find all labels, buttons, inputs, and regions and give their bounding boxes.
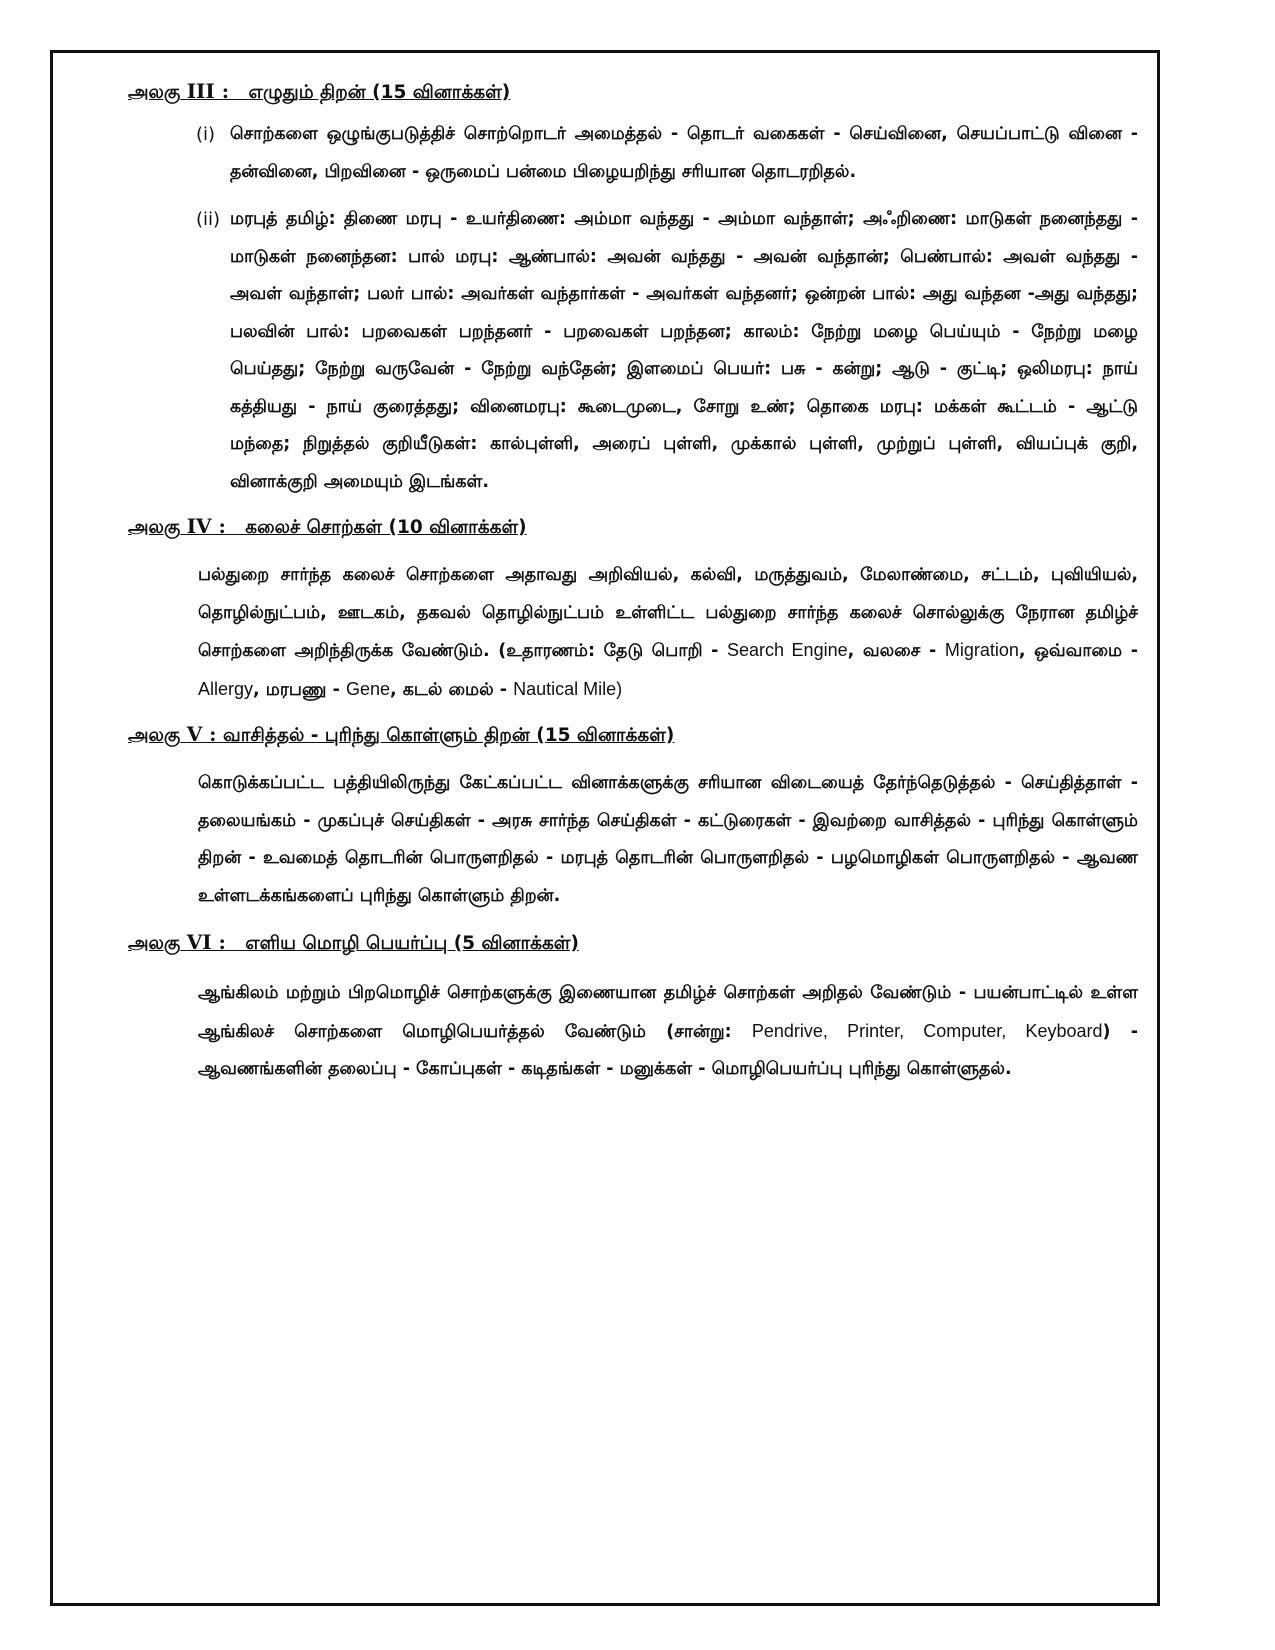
unit-v-section [128,719,1138,915]
item-number: (ii) [196,209,221,230]
unit-iii-section [128,76,1138,501]
unit-v-paragraph: கொடுக்கப்பட்ட பத்தியிலிருந்து கேட்கப்பட்ட வினாக்களுக்கு சரியான விடையைத் தேர்ந்தெடுத்தல் - செய்தித்தாள் - தலையங்கம் - முகப்புச் செய்திகள் - அரசு சார்ந்த செய்திகள் - கட்டுரைகள் - இவற்றை வாசித்தல் - புரிந்து கொள்ளும் திறன் - உவமைத் தொடரின் பொருளறிதல் - மரபுத் தொடரின் பொருளறிதல் - பழமொழிகள் பொருளறிதல் - ஆவண உள்ளடக்கங்களைப் புரிந்து கொள்ளும் திறன். [198,773,1138,906]
item-text: மரபுத் தமிழ்: திணை மரபு - உயர்திணை: அம்மா வந்தது - அம்மா வந்தாள்; அஃறிணை: மாடுகள் நனைந்தது - மாடுகள் நனைந்தன: பால் மரபு: ஆண்பால்: அவன் வந்தது - அவன் வந்தான்; பெண்பால்: அவள் வந்தது - அவள் வந்தாள்; பலர் பால்: அவர்கள் வந்தார்கள் - அவர்கள் வந்தனர்; ஒன்றன் பால்: அது வந்தன -அது வந்தது; பலவின் பால்: பறவைகள் பறந்தனர் - பறவைகள் பறந்தன; காலம்: நேற்று மழை பெய்யும் - நேற்று மழை பெய்தது; நேற்று வருவேன் - நேற்று வந்தேன்; இளமைப் பெயர்: பசு - கன்று; ஆடு - குட்டி; ஒலிமரபு: நாய் கத்தியது - நாய் குரைத்தது; வினைமரபு: கூடைமுடை, சோறு உண்; தொகை மரபு: மக்கள் கூட்டம் - ஆட்டு மந்தை; நிறுத்தல் குறியீடுகள்: கால்புள்ளி, அரைப் புள்ளி, முக்கால் புள்ளி, முற்றுப் புள்ளி, வியப்புக் குறி, வினாக்குறி அமையும் இடங்கள். [230,209,1138,492]
unit-iv-heading: அலகு IV : கலைச் சொற்கள் (10 வினாக்கள்) [128,514,527,538]
unit-vi-section [128,927,1138,1089]
item-number: (i) [196,124,216,145]
unit-v-heading: அலகு V : வாசித்தல் - புரிந்து கொள்ளும் திறன் (15 வினாக்கள்) [128,722,675,746]
unit-iii-heading: அலகு III : எழுதும் திறன் (15 வினாக்கள்) [128,79,511,103]
unit-iv-paragraph: பல்துறை சார்ந்த கலைச் சொற்களை அதாவது அறிவியல், கல்வி, மருத்துவம், மேலாண்மை, சட்டம், புவியியல், தொழில்நுட்பம், ஊடகம், தகவல் தொழில்நுட்பம் உள்ளிட்ட பல்துறை சார்ந்த கலைச் சொல்லுக்கு நேரான தமிழ்ச் சொற்களை அறிந்திருக்க வேண்டும். (உதாரணம்: தேடு பொறி - Search Engine, வலசை - Migration, ஒவ்வாமை - Allergy, மரபணு - Gene, கடல் மைல் - Nautical Mile) [198,565,1138,700]
unit-vi-heading: அலகு VI : எளிய மொழி பெயர்ப்பு (5 வினாக்கள்) [128,930,579,954]
unit-iii-item-1 [128,116,1138,191]
unit-iv-section [128,511,1138,709]
item-text: சொற்களை ஒழுங்குபடுத்திச் சொற்றொடர் அமைத்தல் - தொடர் வகைகள் - செய்வினை, செயப்பாட்டு வினை - தன்வினை, பிறவினை - ஒருமைப் பன்மை பிழையறிந்து சரியான தொடரறிதல். [230,124,1138,182]
unit-iii-item-2 [128,201,1138,501]
syllabus-content [128,76,1138,1089]
unit-vi-paragraph: ஆங்கிலம் மற்றும் பிறமொழிச் சொற்களுக்கு இணையான தமிழ்ச் சொற்கள் அறிதல் வேண்டும் - பயன்பாட்டில் உள்ள ஆங்கிலச் சொற்களை மொழிபெயர்த்தல் வேண்டும் (சான்று: Pendrive, Printer, Computer, Keyboard) - ஆவணங்களின் தலைப்பு - கோப்புகள் - கடிதங்கள் - மனுக்கள் - மொழிபெயர்ப்பு புரிந்து கொள்ளுதல். [198,983,1138,1079]
